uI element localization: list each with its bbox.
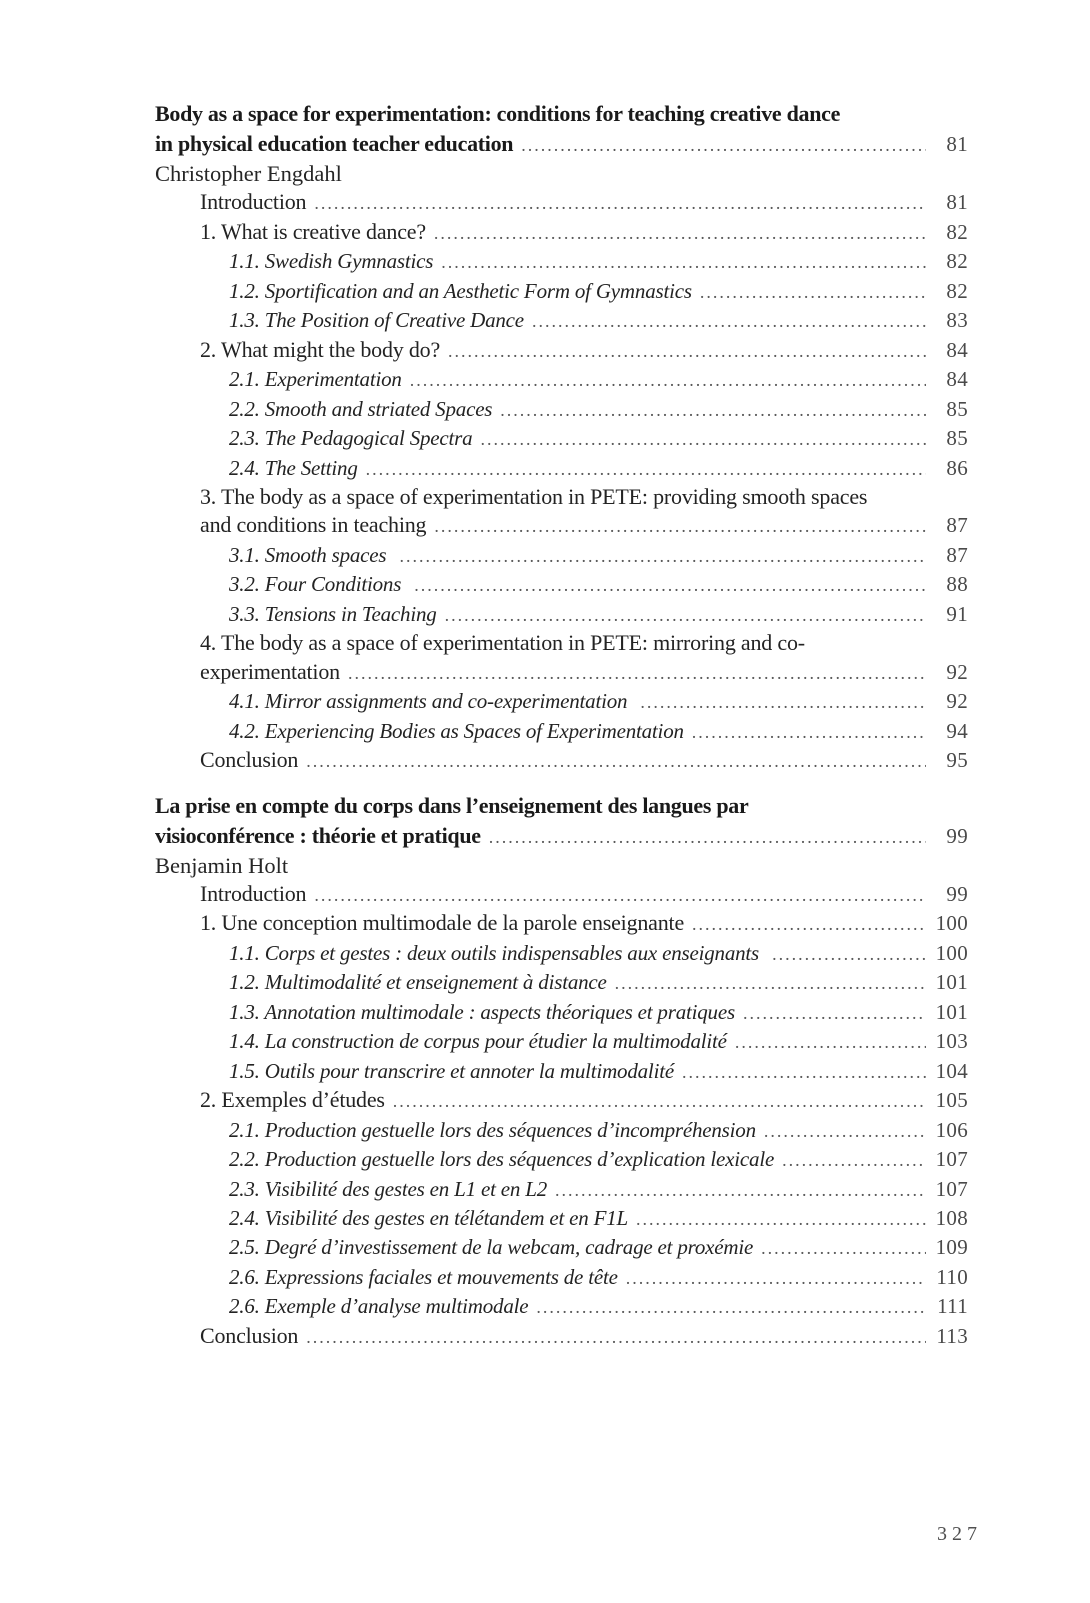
entry-page-number: 95 xyxy=(946,748,968,773)
entry-page-number: 94 xyxy=(946,718,968,743)
toc-entry xyxy=(155,1086,968,1115)
page-number: 327 xyxy=(937,1523,982,1545)
toc-entry xyxy=(155,247,968,276)
dot-leader xyxy=(735,1027,926,1056)
entry-page-number: 105 xyxy=(935,1088,968,1113)
entry-label: 2.6. Exemple d’analyse multimodale xyxy=(229,1294,529,1319)
entry-label: 2.3. Visibilité des gestes en L1 et en L2 xyxy=(229,1176,548,1201)
toc-entry xyxy=(155,188,968,217)
toc-entry-line xyxy=(200,880,968,909)
toc-entry-line xyxy=(229,424,968,453)
entry-page-number: 101 xyxy=(935,999,968,1024)
toc-entry-line xyxy=(200,218,968,247)
entry-page-number: 82 xyxy=(946,219,968,244)
entry-page-number: 87 xyxy=(946,513,968,538)
toc-entry xyxy=(155,880,968,909)
entry-label: 2.2. Production gestuelle lors des séquences d’explication lexicale xyxy=(229,1147,775,1172)
dot-leader xyxy=(626,1263,926,1292)
dot-leader xyxy=(555,1175,926,1204)
entry-label: 2.1. Production gestuelle lors des séquences d’incompréhension xyxy=(229,1117,756,1142)
entry-label: 2.3. The Pedagogical Spectra xyxy=(229,426,473,451)
entry-page-number: 101 xyxy=(935,970,968,995)
entry-label: 3.3. Tensions in Teaching xyxy=(229,601,437,626)
entry-page-number: 100 xyxy=(935,911,968,936)
toc-entry-line xyxy=(229,717,968,746)
toc-entry xyxy=(155,306,968,335)
entry-page-number: 100 xyxy=(935,940,968,965)
entry-label: 3. The body as a space of experimentation in PETE: providing smooth spaces xyxy=(200,483,868,509)
chapter-author: Benjamin Holt xyxy=(155,852,289,878)
entry-label: 4.1. Mirror assignments and co-experimentation xyxy=(229,689,633,714)
dot-leader xyxy=(410,365,926,394)
dot-leader xyxy=(532,306,926,335)
entry-label: 2.6. Expressions faciales et mouvements de tête xyxy=(229,1264,618,1289)
dot-leader xyxy=(414,570,926,599)
entry-page-number: 85 xyxy=(946,396,968,421)
toc-entry xyxy=(155,687,968,716)
entry-label: 2.4. The Setting xyxy=(229,455,358,480)
entry-label: 1.2. Sportification and an Aesthetic Form of Gymnastics xyxy=(229,278,692,303)
entry-page-number: 107 xyxy=(935,1176,968,1201)
entry-page-number: 103 xyxy=(935,1029,968,1054)
toc-entry xyxy=(155,1027,968,1056)
entry-label: experimentation xyxy=(200,658,340,684)
toc-entry-line xyxy=(229,1116,968,1145)
toc-entry-line xyxy=(229,1057,968,1086)
toc-entry-line xyxy=(229,365,968,394)
entry-page-number: 99 xyxy=(946,881,968,906)
entry-label: 3.2. Four Conditions xyxy=(229,572,407,597)
toc-entry-line xyxy=(200,746,968,775)
toc-entry xyxy=(155,395,968,424)
toc-entry xyxy=(155,1145,968,1174)
toc-entry xyxy=(155,218,968,247)
entry-page-number: 110 xyxy=(936,1264,968,1289)
toc-chapter xyxy=(155,791,968,1352)
chapter-title: in physical education teacher education xyxy=(155,131,514,156)
toc-entry-line xyxy=(229,1145,968,1174)
toc-entry xyxy=(155,1322,968,1351)
dot-leader xyxy=(306,746,926,775)
toc-entry xyxy=(155,570,968,599)
entry-label: 2. Exemples d’études xyxy=(200,1087,385,1113)
chapter-author: Christopher Engdahl xyxy=(155,161,342,186)
dot-leader xyxy=(640,687,926,716)
toc-entry xyxy=(155,277,968,306)
dot-leader xyxy=(782,1145,926,1174)
dot-leader xyxy=(434,218,926,247)
entry-label: 1.3. The Position of Creative Dance xyxy=(229,308,524,333)
dot-leader xyxy=(399,541,926,570)
entry-page-number: 111 xyxy=(937,1294,968,1319)
dot-leader xyxy=(615,968,926,997)
toc-entry xyxy=(155,483,968,541)
dot-leader xyxy=(743,998,926,1027)
entry-label: 2.2. Smooth and striated Spaces xyxy=(229,396,493,421)
entry-label: 2.4. Visibilité des gestes en télétandem et en F1L xyxy=(229,1205,629,1230)
entry-label: 2. What might the body do? xyxy=(200,336,441,362)
chapter-title-entry-line xyxy=(155,821,968,852)
dot-leader xyxy=(306,1322,926,1351)
chapter-title-entry-line xyxy=(155,129,968,160)
dot-leader xyxy=(682,1057,926,1086)
entry-page-number: 82 xyxy=(946,249,968,274)
toc-entry-line xyxy=(200,1322,968,1351)
dot-leader xyxy=(366,454,926,483)
toc-entry xyxy=(155,541,968,570)
dot-leader xyxy=(700,277,926,306)
dot-leader xyxy=(764,1116,926,1145)
toc-entry-line xyxy=(229,570,968,599)
toc-entry xyxy=(155,1175,968,1204)
toc-entry xyxy=(155,1204,968,1233)
entry-label: 1. What is creative dance? xyxy=(200,218,426,244)
chapter-page-number: 99 xyxy=(946,823,968,848)
dot-leader xyxy=(393,1086,926,1115)
toc-entry-line xyxy=(229,687,968,716)
entry-label: 1.2. Multimodalité et enseignement à distance xyxy=(229,970,607,995)
dot-leader xyxy=(692,909,926,938)
toc-entry xyxy=(155,1057,968,1086)
entry-label: 1.1. Swedish Gymnastics xyxy=(229,249,434,274)
entry-label: 1.1. Corps et gestes : deux outils indispensables aux enseignants xyxy=(229,940,765,965)
entry-page-number: 113 xyxy=(936,1323,968,1348)
entry-label: 1.4. La construction de corpus pour étudier la multimodalité xyxy=(229,1029,727,1054)
toc-entry xyxy=(155,629,968,687)
toc-entry-line xyxy=(229,1175,968,1204)
entry-label: 1.3. Annotation multimodale : aspects théoriques et pratiques xyxy=(229,999,735,1024)
toc-entry-line xyxy=(229,277,968,306)
toc-entry-line xyxy=(229,247,968,276)
toc-entry-line xyxy=(229,1233,968,1262)
dot-leader xyxy=(314,880,926,909)
dot-leader xyxy=(480,424,926,453)
toc-entry-line xyxy=(229,454,968,483)
toc-entry xyxy=(155,998,968,1027)
toc-entry-line xyxy=(229,998,968,1027)
dot-leader xyxy=(636,1204,926,1233)
chapter-page-number: 81 xyxy=(946,132,968,156)
toc-entry xyxy=(155,424,968,453)
entry-label: and conditions in teaching xyxy=(200,512,427,538)
dot-leader xyxy=(521,129,926,160)
dot-leader xyxy=(441,247,926,276)
entry-label: Introduction xyxy=(200,880,307,906)
toc-entry-line xyxy=(229,1263,968,1292)
toc-entry xyxy=(155,365,968,394)
dot-leader xyxy=(500,395,926,424)
chapter-title: visioconférence : théorie et pratique xyxy=(155,822,481,848)
dot-leader xyxy=(761,1233,926,1262)
toc-entry xyxy=(155,1263,968,1292)
entry-label: 1.5. Outils pour transcrire et annoter la multimodalité xyxy=(229,1058,674,1083)
entry-page-number: 82 xyxy=(946,278,968,303)
toc-entry xyxy=(155,600,968,629)
entry-page-number: 109 xyxy=(935,1235,968,1260)
table-of-contents xyxy=(155,99,968,1351)
toc-entry-line xyxy=(229,306,968,335)
dot-leader xyxy=(314,188,926,217)
entry-label: 2.5. Degré d’investissement de la webcam, cadrage et proxémie xyxy=(229,1235,754,1260)
dot-leader xyxy=(536,1292,926,1321)
chapter-title: Body as a space for experimentation: conditions for teaching creative dance xyxy=(155,101,841,126)
dot-leader xyxy=(445,600,926,629)
entry-page-number: 107 xyxy=(935,1147,968,1172)
toc-entry-line xyxy=(200,658,968,687)
entry-page-number: 106 xyxy=(935,1117,968,1142)
toc-entry-line xyxy=(229,939,968,968)
entry-label: 4.2. Experiencing Bodies as Spaces of Experimentation xyxy=(229,718,684,743)
entry-page-number: 84 xyxy=(946,367,968,392)
toc-entry-line xyxy=(200,1086,968,1115)
entry-page-number: 86 xyxy=(946,455,968,480)
entry-page-number: 81 xyxy=(946,190,968,215)
entry-page-number: 92 xyxy=(946,689,968,714)
toc-entry xyxy=(155,1292,968,1321)
entry-label: 2.1. Experimentation xyxy=(229,367,402,392)
toc-entry xyxy=(155,1233,968,1262)
entry-label: 1. Une conception multimodale de la parole enseignante xyxy=(200,910,685,936)
dot-leader xyxy=(434,511,926,540)
toc-entry-line xyxy=(229,1027,968,1056)
toc-entry xyxy=(155,746,968,775)
chapter-title: La prise en compte du corps dans l’enseignement des langues par xyxy=(155,792,749,818)
toc-entry xyxy=(155,939,968,968)
toc-entry-line xyxy=(229,968,968,997)
toc-entry-line xyxy=(200,511,968,540)
toc-entry-line xyxy=(229,395,968,424)
entry-page-number: 91 xyxy=(946,601,968,626)
entry-page-number: 85 xyxy=(946,426,968,451)
toc-entry xyxy=(155,1116,968,1145)
toc-entry xyxy=(155,968,968,997)
dot-leader xyxy=(448,336,926,365)
entry-label: 4. The body as a space of experimentation in PETE: mirroring and co- xyxy=(200,630,805,656)
toc-entry-line xyxy=(229,1204,968,1233)
entry-page-number: 87 xyxy=(946,542,968,567)
toc-entry xyxy=(155,717,968,746)
toc-entry-line xyxy=(229,600,968,629)
entry-page-number: 108 xyxy=(935,1205,968,1230)
dot-leader xyxy=(772,939,926,968)
entry-label: 3.1. Smooth spaces xyxy=(229,542,392,567)
toc-entry xyxy=(155,336,968,365)
entry-page-number: 88 xyxy=(946,572,968,597)
toc-entry xyxy=(155,454,968,483)
entry-label: Introduction xyxy=(200,189,307,215)
dot-leader xyxy=(489,821,926,852)
entry-page-number: 84 xyxy=(946,337,968,362)
chapter-title-entry xyxy=(155,791,968,852)
dot-leader xyxy=(692,717,926,746)
entry-page-number: 83 xyxy=(946,308,968,333)
dot-leader xyxy=(348,658,926,687)
toc-entry-line xyxy=(229,541,968,570)
toc-entry-line xyxy=(200,188,968,217)
chapter-title-entry xyxy=(155,99,968,160)
toc-entry-line xyxy=(200,909,968,938)
entry-page-number: 92 xyxy=(946,659,968,684)
entry-page-number: 104 xyxy=(935,1058,968,1083)
entry-label: Conclusion xyxy=(200,747,299,773)
toc-chapter xyxy=(155,99,968,776)
toc-entry-line xyxy=(229,1292,968,1321)
toc-entry-line xyxy=(200,336,968,365)
entry-label: Conclusion xyxy=(200,1322,299,1348)
toc-entry xyxy=(155,909,968,938)
